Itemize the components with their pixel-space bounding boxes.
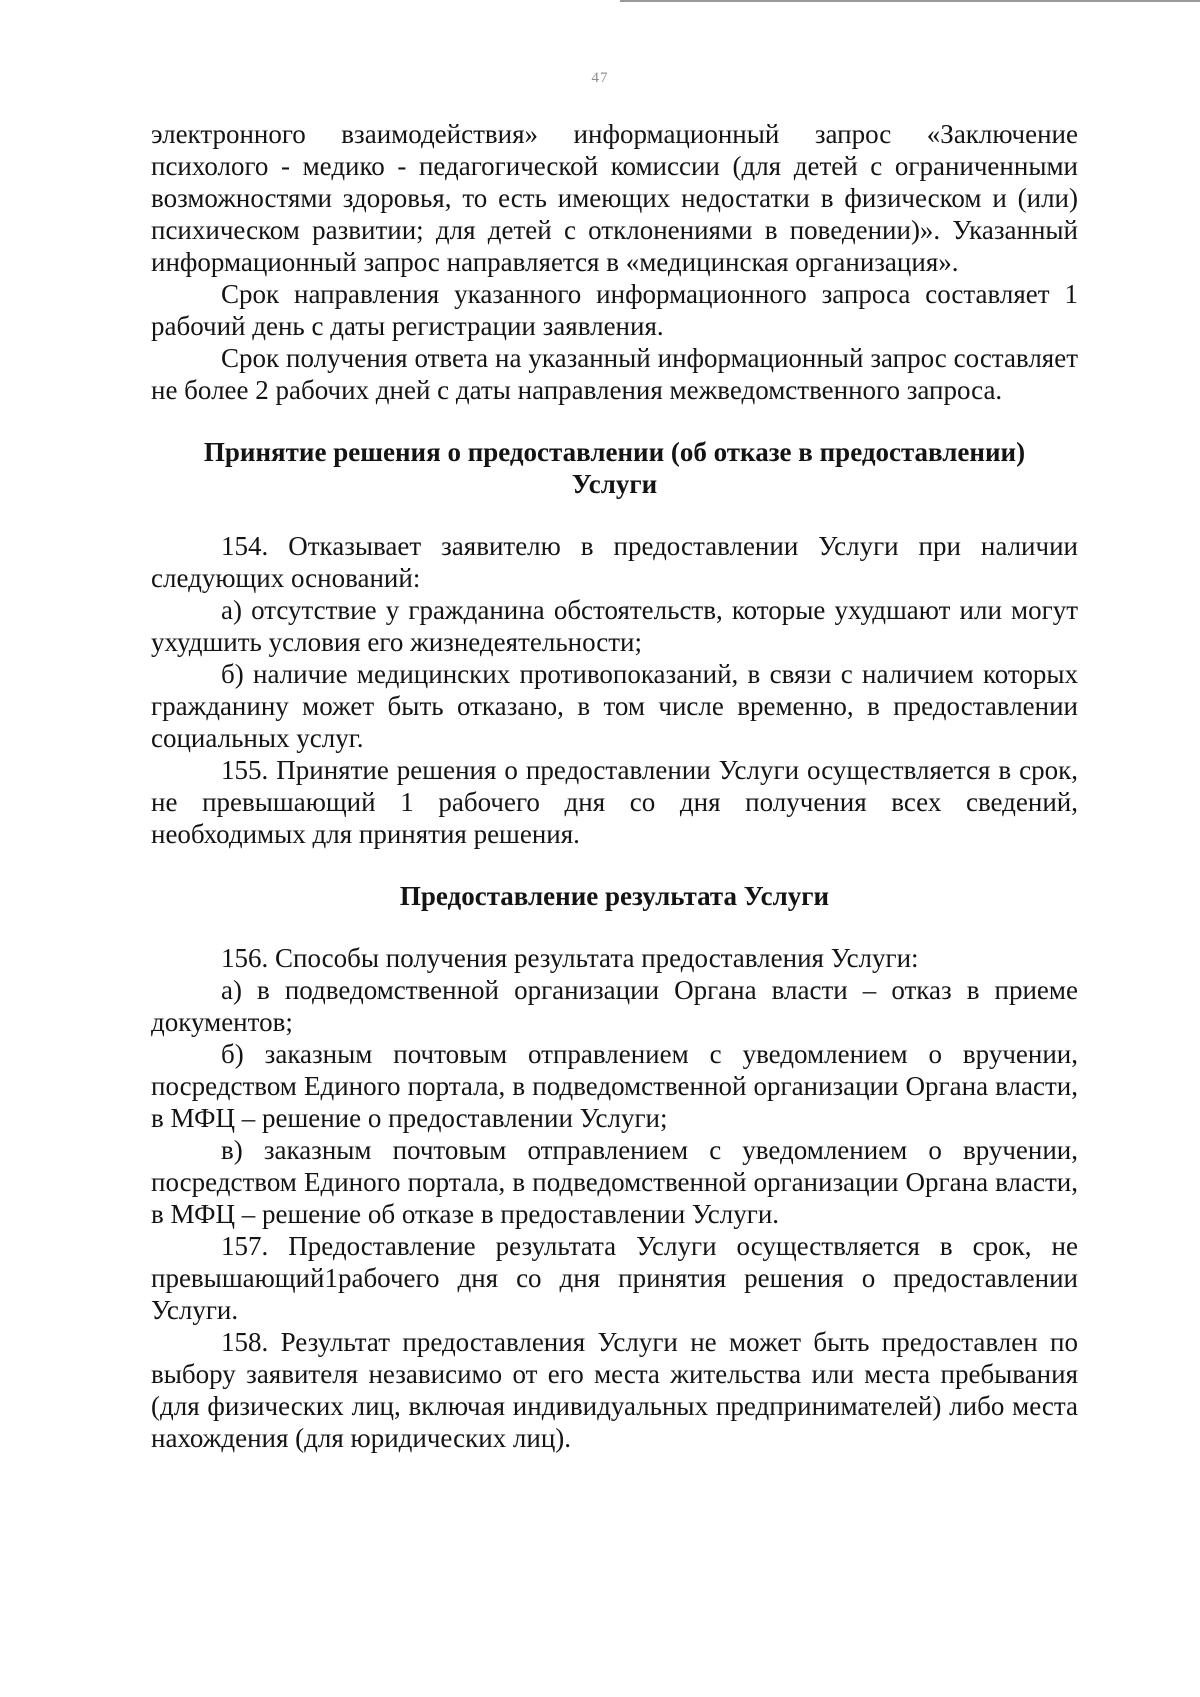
section-heading-decision-line1: Принятие решения о предоставлении (об отказе в предоставлении) bbox=[203, 437, 1026, 467]
paragraph-157: 157. Предоставление результата Услуги осуществляется в срок, не превышающий1рабочего дня со дня принятия решения о предоставлении Услуги. bbox=[151, 1231, 1078, 1325]
paragraph-continuation: электронного взаимодействия» информационный запрос «Заключение психолого - медико - педагогической комиссии (для детей с ограниченными возможностями здоровья, то есть имеющих недостатки в физическом и (или) психическом развитии; для детей с отклонениями в поведении)». Указанный информационный запрос направляется в «медицинская организация». bbox=[151, 119, 1078, 277]
paragraph-154-b: б) наличие медицинских противопоказаний, в связи с наличием которых гражданину может быть отказано, в том числе временно, в предоставлении социальных услуг. bbox=[151, 659, 1078, 753]
paragraph-156-v: в) заказным почтовым отправлением с уведомлением о вручении, посредством Единого портала, в подведомственной организации Органа власти, в МФЦ – решение об отказе в предоставлении Услуги. bbox=[151, 1135, 1078, 1229]
section-heading-decision bbox=[151, 436, 1078, 500]
paragraph-154-a: а) отсутствие у гражданина обстоятельств, которые ухудшают или могут ухудшить условия его жизнедеятельности; bbox=[151, 595, 1078, 657]
paragraph-155: 155. Принятие решения о предоставлении Услуги осуществляется в срок, не превышающий 1 рабочего дня со дня получения всех сведений, необходимых для принятия решения. bbox=[151, 755, 1078, 849]
section-heading-decision-line2: Услуги bbox=[571, 469, 658, 499]
paragraph-156-a: а) в подведомственной организации Органа власти – отказ в приеме документов; bbox=[151, 975, 1078, 1037]
document-body bbox=[151, 118, 1078, 1454]
paragraph-158: 158. Результат предоставления Услуги не может быть предоставлен по выбору заявителя независимо от его места жительства или места пребывания (для физических лиц, включая индивидуальных предпринимателей) либо места нахождения (для юридических лиц). bbox=[151, 1327, 1078, 1453]
scan-top-rule bbox=[620, 0, 1200, 2]
paragraph-response-term: Срок получения ответа на указанный информационный запрос составляет не более 2 рабочих дней с даты направления межведомственного запроса. bbox=[151, 343, 1078, 405]
paragraph-154: 154. Отказывает заявителю в предоставлении Услуги при наличии следующих оснований: bbox=[151, 531, 1078, 593]
paragraph-156-b: б) заказным почтовым отправлением с уведомлением о вручении, посредством Единого портала, в подведомственной организации Органа власти, в МФЦ – решение о предоставлении Услуги; bbox=[151, 1039, 1078, 1133]
paragraph-156: 156. Способы получения результата предоставления Услуги: bbox=[221, 943, 919, 973]
section-heading-result: Предоставление результата Услуги bbox=[399, 881, 830, 911]
page-number: 47 bbox=[591, 70, 609, 86]
paragraph-request-term: Срок направления указанного информационного запроса составляет 1 рабочий день с даты регистрации заявления. bbox=[151, 279, 1078, 341]
